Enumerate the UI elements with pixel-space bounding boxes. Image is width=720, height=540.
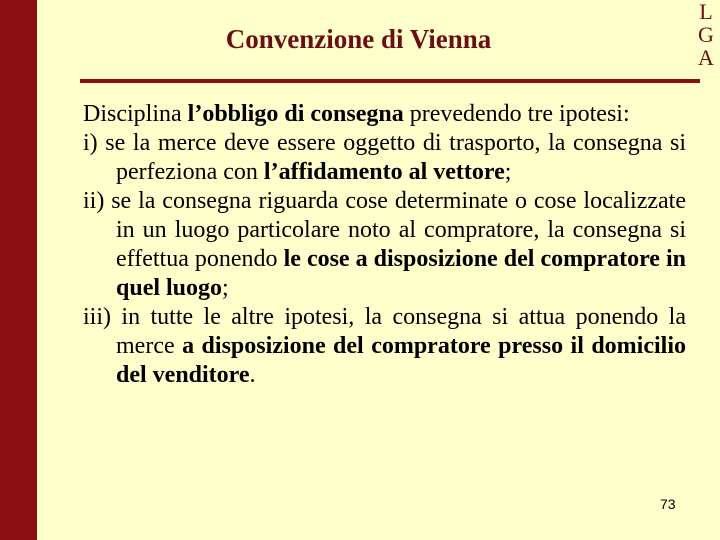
- logo-letter-a: A: [698, 45, 714, 70]
- item-bold: a disposizione del compratore presso il domicilio del venditore: [116, 333, 686, 388]
- logo-letter-l: L: [699, 0, 713, 24]
- item-end: ;: [504, 159, 512, 185]
- lga-logo: [695, 0, 717, 69]
- item-end: ;: [222, 275, 229, 301]
- intro-paragraph: [83, 100, 686, 129]
- item-marker: ii): [83, 188, 105, 214]
- intro-post: prevedendo tre ipotesi:: [403, 101, 630, 127]
- item-text: se la merce deve essere oggetto di trasporto, la consegna si perfeziona con: [97, 130, 686, 185]
- list-item: [83, 129, 686, 187]
- item-text: in tutte le altre ipotesi, la consegna si attua ponendo la merce: [111, 304, 686, 359]
- item-bold: le cose a disposizione del compratore in quel luogo: [116, 246, 686, 301]
- item-marker: iii): [83, 304, 111, 330]
- intro-pre: Disciplina: [83, 101, 188, 127]
- list-item: [83, 303, 686, 390]
- logo-letter-g: G: [698, 22, 714, 47]
- item-text: se la consegna riguarda cose determinate o cose localizzate in un luogo particolare noto al compratore, la consegna si effettua ponendo: [104, 188, 686, 272]
- slide-body: [83, 100, 686, 390]
- item-marker: i): [83, 130, 98, 156]
- title-divider: [80, 79, 700, 83]
- left-sidebar-band: [0, 0, 37, 540]
- item-end: .: [249, 362, 256, 388]
- intro-bold: l’obbligo di consegna: [187, 101, 404, 127]
- slide-title: Convenzione di Vienna: [225, 24, 492, 54]
- list-item: [83, 187, 686, 303]
- page-number: 73: [660, 496, 676, 512]
- item-bold: l’affidamento al vettore: [263, 159, 505, 185]
